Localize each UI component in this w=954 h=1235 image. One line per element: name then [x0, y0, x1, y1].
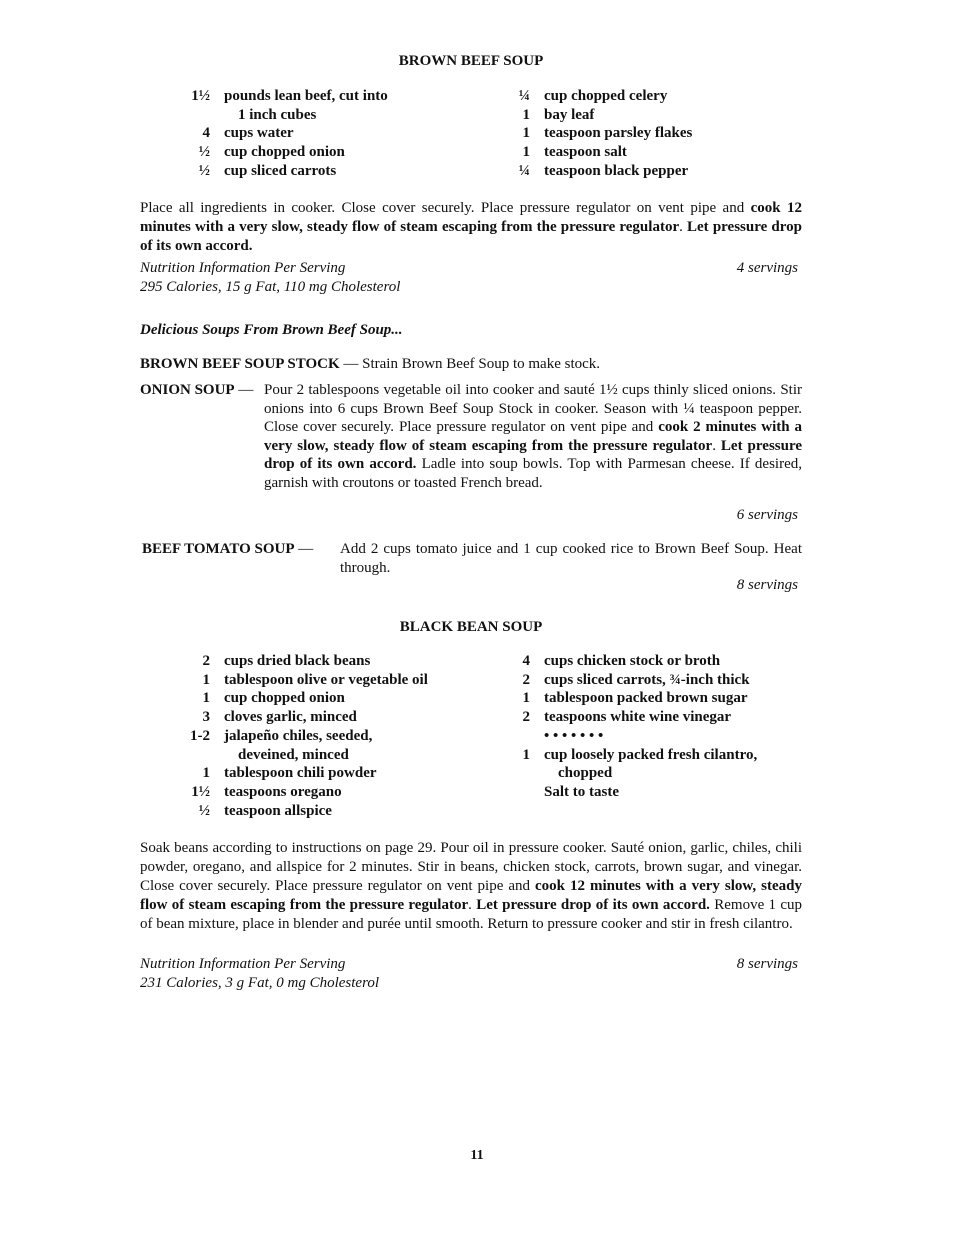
ingredient-row — [140, 764, 757, 783]
nutrition-values: 231 Calories, 3 g Fat, 0 mg Cholesterol — [140, 975, 380, 991]
ingredient-row — [140, 652, 757, 671]
ingredient-qty: 1 — [202, 671, 210, 688]
ingredient-text: teaspoons oregano — [224, 783, 342, 800]
variant-stock: BROWN BEEF SOUP STOCK — Strain Brown Beef Soup to make stock. — [140, 356, 601, 372]
ingredient-text: tablespoon olive or vegetable oil — [224, 671, 428, 688]
ingredient-qty: 1 — [202, 690, 210, 707]
nutrition-label: Nutrition Information Per Serving — [140, 260, 346, 276]
ingredient-qty: 1 — [522, 144, 530, 161]
ingredient-qty: 1½ — [191, 783, 210, 800]
ingredient-row — [140, 87, 692, 106]
variant-beef-tomato-soup: BEEF TOMATO SOUP — Add 2 cups tomato juice and 1 cup cooked rice to Brown Beef Soup. Heat through. — [142, 541, 802, 576]
ingredient-text: jalapeño chiles, seeded, — [224, 727, 373, 744]
ingredient-text: tablespoon packed brown sugar — [544, 690, 748, 707]
ingredient-row — [140, 727, 757, 746]
ingredient-text: cloves garlic, minced — [224, 709, 357, 726]
variant-label: ONION SOUP — [140, 382, 235, 398]
ingredient-text: cups dried black beans — [224, 653, 371, 669]
ingredient-row — [140, 746, 757, 765]
ingredient-text: cup chopped onion — [224, 690, 345, 707]
servings: 8 servings — [736, 577, 798, 593]
ingredient-qty: 3 — [202, 709, 210, 726]
ingredient-text: tablespoon chili powder — [224, 765, 377, 782]
ingredient-row — [140, 162, 692, 181]
recipe-title-black-bean-soup: BLACK BEAN SOUP — [399, 619, 543, 635]
ingredient-row — [140, 106, 692, 125]
page-number: 11 — [470, 1148, 484, 1163]
ingredient-text: teaspoon parsley flakes — [544, 125, 693, 142]
variant-label: BEEF TOMATO SOUP — [142, 541, 295, 557]
nutrition-label: Nutrition Information Per Serving — [140, 956, 346, 972]
ingredient-qty: 2 — [522, 671, 530, 688]
ingredient-qty: 1 — [522, 746, 530, 763]
ingredient-text: cup chopped celery — [544, 88, 668, 104]
ingredient-row — [140, 671, 757, 690]
ingredient-qty: ½ — [198, 802, 210, 819]
ingredient-text: cups water — [224, 125, 294, 142]
ingredient-qty — [140, 764, 544, 783]
ingredient-qty: 1½ — [191, 88, 210, 104]
ingredient-qty: ¼ — [518, 162, 530, 179]
ingredient-qty: 1 — [522, 690, 530, 707]
ingredient-qty: 2 — [202, 653, 210, 669]
ingredient-text: cup chopped onion — [224, 144, 345, 161]
ingredient-text: teaspoon salt — [544, 144, 627, 161]
servings: 4 servings — [736, 260, 798, 276]
ingredient-qty: 1 — [522, 106, 530, 123]
nutrition-values: 295 Calories, 15 g Fat, 110 mg Cholesterol — [140, 279, 401, 295]
ingredient-text: cup loosely packed fresh cilantro, — [544, 746, 758, 763]
ingredient-qty: 1 — [522, 125, 530, 142]
ingredient-qty: 4 — [202, 125, 210, 142]
servings: 6 servings — [736, 507, 798, 523]
ingredient-qty: ½ — [198, 144, 210, 161]
ingredient-text: teaspoons white wine vinegar — [544, 709, 732, 726]
ingredient-qty: 1 — [202, 765, 210, 782]
ingredient-text: bay leaf — [544, 106, 595, 123]
ingredient-qty: 1-2 — [190, 727, 210, 744]
ingredient-qty: 2 — [522, 709, 530, 726]
ingredient-row — [140, 143, 692, 162]
ingredient-row — [140, 783, 757, 802]
ingredient-text: pounds lean beef, cut into — [224, 88, 388, 104]
ingredient-text: chopped — [558, 765, 613, 782]
ingredient-row — [140, 708, 757, 727]
variant-onion-soup: ONION SOUP — Pour 2 tablespoons vegetable oil into cooker and sauté 1½ cups thinly sliced onions. Stir onions into 6 cups Brown Beef Soup Stock in cooker. Season with ¼ teaspoon pepper. Close cover securely. Place pressure regulator on vent pipe and cook 2 minutes with a very slow, steady flow of steam escaping from the pressure regulator. Let pressure drop of its own accord. Ladle into soup bowls. Top with Parmesan cheese. If desired, garnish with croutons or toasted French bread. — [140, 382, 803, 491]
recipe-directions: Place all ingredients in cooker. Close cover securely. Place pressure regulator on vent pipe and cook 12 minutes with a very slow, steady flow of steam escaping from the pressure regulator. Let pressure drop of its own accord. — [140, 200, 803, 254]
ingredient-text: teaspoon allspice — [224, 802, 332, 819]
ingredient-text: 1 inch cubes — [238, 106, 317, 123]
ingredient-row — [140, 689, 757, 708]
ingredient-qty: ½ — [198, 162, 210, 179]
ingredient-text: • • • • • • • — [544, 727, 604, 744]
ingredient-text: Salt to taste — [544, 783, 619, 800]
ingredient-row — [140, 802, 428, 821]
ingredient-text: cups sliced carrots, ¾-inch thick — [544, 671, 750, 688]
ingredient-text: cup sliced carrots — [224, 162, 337, 179]
cookbook-page — [140, 0, 802, 1235]
servings: 8 servings — [736, 956, 798, 972]
ingredient-text: deveined, minced — [238, 746, 349, 763]
ingredient-list-right — [140, 87, 692, 181]
recipe-title-brown-beef-soup: BROWN BEEF SOUP — [398, 53, 544, 69]
ingredient-qty — [140, 727, 544, 746]
ingredient-qty: ¼ — [518, 88, 530, 104]
ingredient-text: cups chicken stock or broth — [544, 653, 721, 669]
variations-heading: Delicious Soups From Brown Beef Soup... — [140, 322, 403, 338]
nutrition-block — [140, 955, 798, 993]
ingredient-qty: 4 — [522, 653, 530, 669]
variant-label: BROWN BEEF SOUP STOCK — [140, 356, 340, 372]
ingredient-text: teaspoon black pepper — [544, 162, 689, 179]
recipe-directions: Soak beans according to instructions on page 29. Pour oil in pressure cooker. Sauté onion, garlic, chiles, chili powder, oregano, and allspice for 2 minutes. Stir in beans, chicken stock, carrots, brown sugar, and vinegar. Close cover securely. Place pressure regulator on vent pipe and cook 12 minutes with a very slow, steady flow of steam escaping from the pressure regulator. Let pressure drop of its own accord. Remove 1 cup of bean mixture, place in blender and purée until smooth. Return to pressure cooker and stir in fresh cilantro. — [140, 840, 803, 932]
ingredient-qty — [140, 783, 544, 802]
nutrition-block — [140, 259, 798, 297]
ingredient-list-right — [140, 652, 757, 802]
ingredient-row — [140, 124, 692, 143]
